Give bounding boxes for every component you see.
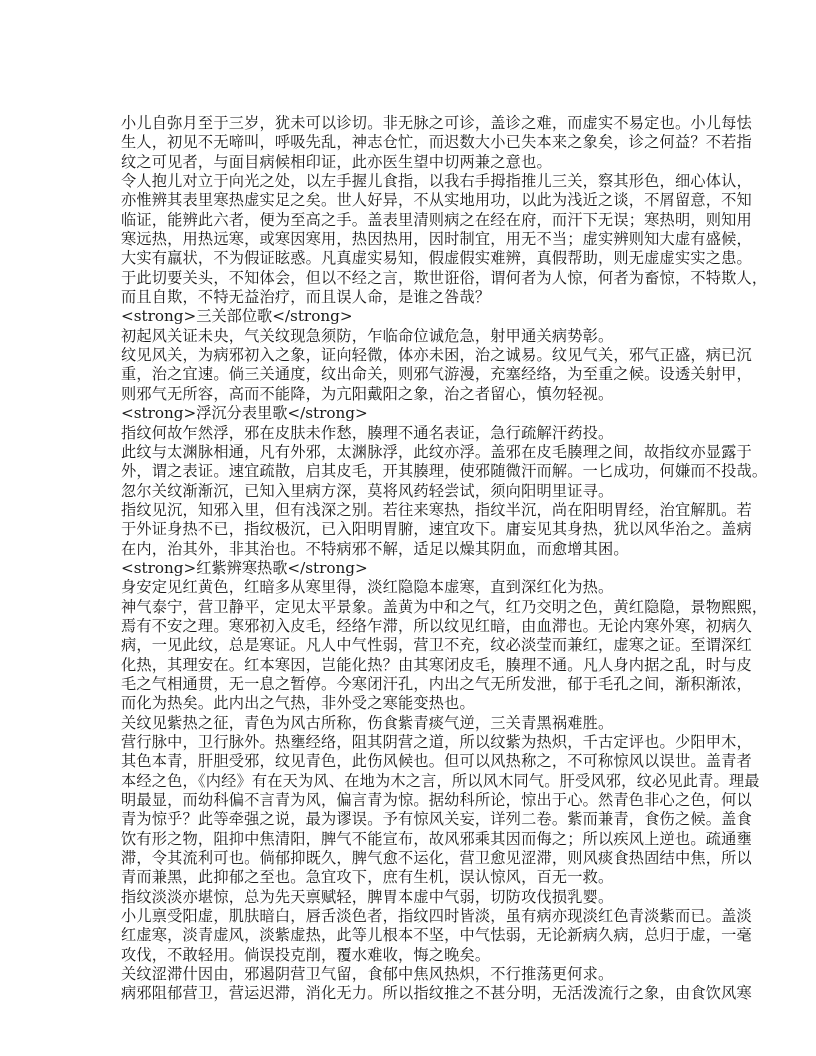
text-line: 而且自欺，不特无益治疗，而且误人命，是谁之咎哉？	[121, 288, 491, 307]
text-line: 化热，其理安在。红本寒因，岂能化热？由其寒闭皮毛，腠理不通。凡人身内据之乱，时与皮	[121, 655, 752, 674]
document-page	[121, 114, 768, 1004]
verse-line: 关纹见紫热之征，青色为风古所称，伤食紫青痰气逆，三关青黑祸难胜。	[121, 713, 614, 732]
text-line: 病邪阻郁营卫，营运迟滞，消化无力。所以指纹推之不甚分明，无活泼流行之象，由食饮风寒	[121, 984, 752, 1003]
text-line: 明最显，而幼科偏不言青为风，偏言青为惊。据幼科所论，惊出于心。然青色非心之色，何以	[121, 791, 752, 810]
text-line: 于外证身热不已，指纹极沉，已入阳明胃腑，速宜攻下。庸妄见其身热，犹以风华治之。盖病	[121, 520, 752, 539]
verse-line: 身安定见红黄色，红暗多从寒里得，淡红隐隐本虚寒，直到深红化为热。	[121, 578, 614, 597]
verse-line: 初起风关证未央，气关纹现急须防，乍临命位诚危急，射甲通关病势彰。	[121, 326, 614, 345]
text-line: 营行脉中，卫行脉外。热壅经络，阻其阴营之道，所以纹紫为热炽，千古定评也。少阳甲木，	[121, 733, 752, 751]
text-line: 红虚寒，淡青虚风，淡紫虚热，此等儿根本不坚，中气怯弱，无论新病久病，总归于虚，一毫	[121, 926, 752, 945]
text-line: 重，治之宜速。倘三关通度，纹出命关，则邪气游漫，充塞经络，为至重之候。设透关射甲，	[121, 365, 752, 384]
text-line: 本经之色，《内经》有在天为风、在地为木之言，所以风木同气。肝受风邪，纹必见此青。理最	[121, 771, 760, 790]
text-line: 病，一见此纹，总是寒证。凡人中气性弱，营卫不充，纹必淡莹而兼红，虚寒之证。至谓深红	[121, 636, 752, 655]
text-line: 青而兼黑，此抑郁之至也。急宜攻下，庶有生机，误认惊风，百无一救。	[121, 868, 614, 887]
text-line: 则邪气无所容，高而不能降，为亢阳戴阳之象，治之者留心，慎勿轻视。	[121, 384, 614, 403]
text-line: 滞，令其流利可也。倘郁抑既久，脾气愈不运化，营卫愈见涩滞，则风痰食热固结中焦，所以	[121, 849, 752, 868]
text-line: 攻伐，不敢轻用。倘误投克削，覆水难收，悔之晚矣。	[121, 945, 491, 964]
verse-line: 忽尔关纹渐渐沉，已知入里病方深，莫将风药轻尝试，须向阳明里证寻。	[121, 481, 614, 500]
text-line: 生人，初见不无啼叫，呼吸先乱，神志仓忙，而迟数大小已失本来之象矣，诊之何益？不若指	[121, 133, 752, 152]
text-line: 寒远热，用热远寒，或寒因寒用，热因热用，因时制宜，用无不当；虚实辨则知大虚有盛候，	[121, 230, 752, 249]
text-line: 小儿自弥月至于三岁，犹未可以诊切。非无脉之可诊，盖诊之难，而虚实不易定也。小儿每怯	[121, 114, 752, 132]
verse-line: 关纹涩滞什因由，邪遏阴营卫气留，食郁中焦风热炽，不行推荡更何求。	[121, 965, 614, 984]
text-line: 小儿禀受阳虚，肌肤暗白，唇舌淡色者，指纹四时皆淡，虽有病亦现淡红色青淡紫而已。盖淡	[121, 907, 752, 926]
section-heading-hongzi: <strong>红紫辨寒热歌</strong>	[121, 558, 368, 577]
text-line: 在内，治其外，非其治也。不特病邪不解，适足以燥其阴血，而愈增其困。	[121, 539, 629, 558]
text-line: 外，谓之表证。速宜疏散，启其皮毛，开其腠理，使邪随微汗而解。一匕成功，何嫌而不投哉。	[121, 462, 768, 481]
verse-line: 指纹淡淡亦堪惊，总为先天禀赋轻，脾胃本虚中气弱，切防攻伐损乳婴。	[121, 887, 614, 906]
text-line: 指纹见沉，知邪入里，但有浅深之别。若往来寒热，指纹半沉，尚在阳明胃经，治宜解肌。若	[121, 500, 752, 519]
section-heading-sanguan: <strong>三关部位歌</strong>	[121, 307, 353, 326]
text-line: 令人抱儿对立于向光之处，以左手握儿食指，以我右手拇指推儿三关，察其形色，细心体认，	[121, 172, 752, 191]
section-heading-fuchen: <strong>浮沉分表里歌</strong>	[121, 404, 368, 423]
text-line: 大实有羸状，不为假证眩惑。凡真虚实易知，假虚假实难辨，真假帮助，则无虚虚实实之患。	[121, 249, 752, 268]
text-line: 临证，能辨此六者，便为至高之手。盖表里清则病之在经在府，而汗下无误；寒热明，则知用	[121, 210, 752, 229]
text-line: 其色本青，肝胆受邪，纹见青色，此伤风候也。但可以风热称之，不可称惊风以误世。盖青者	[121, 752, 752, 771]
verse-line: 指纹何故乍然浮，邪在皮肤未作愁，腠理不通名表证，急行疏解汗药投。	[121, 423, 614, 442]
text-line: 焉有不安之理。寒邪初入皮毛，经络乍滞，所以纹见红暗，由血滞也。无论内寒外寒，初病久	[121, 616, 752, 635]
text-line: 此纹与太渊脉相通，凡有外邪，太渊脉浮，此纹亦浮。盖邪在皮毛腠理之间，故指纹亦显露于	[121, 442, 752, 461]
text-line: 饮有形之物，阻抑中焦清阳，脾气不能宣布，故风邪乘其因而侮之；所以疾风上逆也。疏通壅	[121, 829, 752, 848]
text-line: 亦惟辨其表里寒热虚实足之矣。世人好异，不从实地用功，以此为浅近之谈，不屑留意，不知	[121, 191, 752, 210]
text-line: 而化为热矣。此内出之气热，非外受之寒能变热也。	[121, 694, 475, 713]
text-line: 毛之气相通贯，无一息之暂停。今寒闭汗孔，内出之气无所发泄，郁于毛孔之间，渐积渐浓，	[121, 674, 752, 693]
text-line: 于此切要关头，不知体会，但以不经之言，欺世诳俗，谓何者为人惊，何者为畜惊，不特欺人，	[121, 268, 768, 287]
text-line: 纹之可见者，与面目病候相印证，此亦医生望中切两兼之意也。	[121, 152, 552, 171]
text-line: 神气泰宁，营卫静平，定见太平景象。盖黄为中和之气，红乃交明之色，黄红隐隐，景物熙熙，	[121, 597, 768, 616]
text-line: 青为惊乎？此等牵强之说，最为谬误。予有惊风关妄，详列二卷。紫而兼青，食伤之候。盖食	[121, 810, 752, 829]
text-line: 纹见风关，为病邪初入之象，证向轻微，体亦未困，治之诚易。纹见气关，邪气正盛，病已沉	[121, 346, 752, 365]
